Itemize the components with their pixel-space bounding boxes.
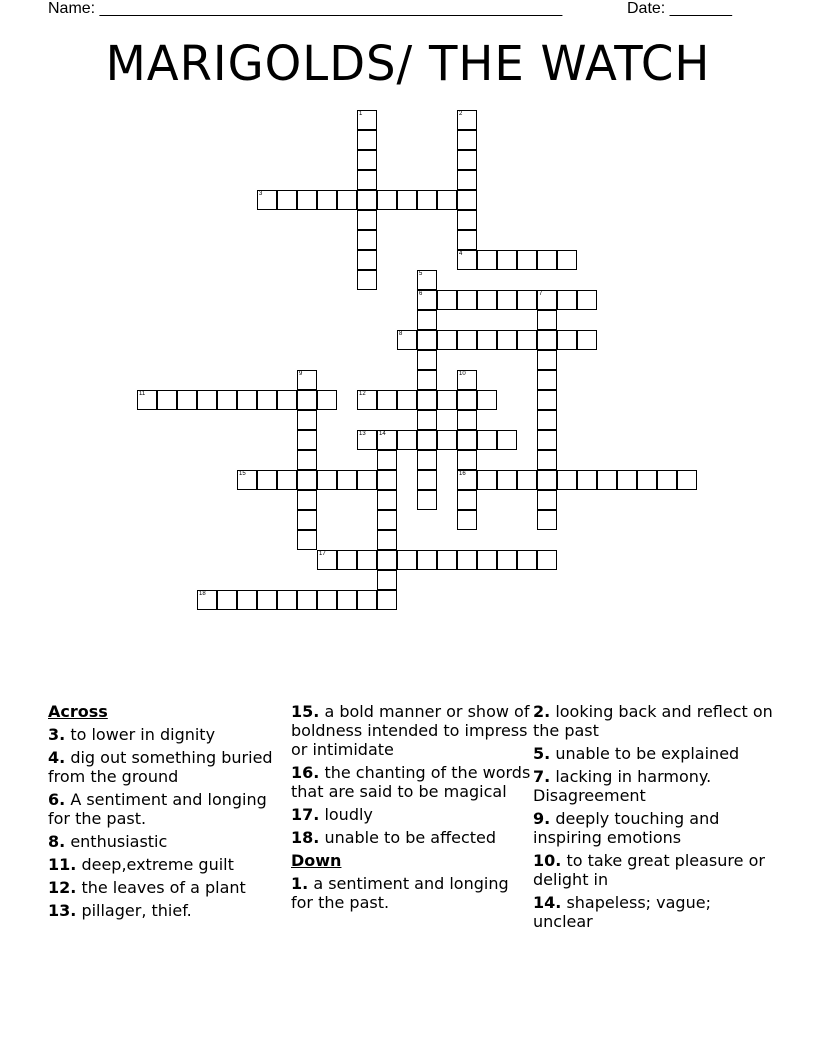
grid-cell[interactable] (357, 250, 377, 270)
grid-cell[interactable] (217, 590, 237, 610)
grid-cell[interactable] (437, 330, 457, 350)
grid-cell[interactable] (297, 590, 317, 610)
grid-cell[interactable] (457, 150, 477, 170)
clues-column-1 (48, 702, 288, 924)
grid-cell[interactable] (437, 390, 457, 410)
grid-cell[interactable] (557, 250, 577, 270)
grid-cell[interactable] (457, 210, 477, 230)
grid-cell[interactable] (417, 410, 437, 430)
clue-down-5: 5. unable to be explained (533, 744, 740, 763)
clue-across-3: 3. to lower in dignity (48, 725, 216, 744)
grid-cell[interactable] (297, 410, 317, 430)
cell-number: 2 (459, 111, 463, 117)
cell-number: 15 (239, 471, 246, 477)
clue-across-4: 4. dig out something buried from the ground (48, 748, 273, 786)
date-field-label: Date: _______ (627, 0, 732, 17)
grid-cell[interactable] (397, 550, 417, 570)
grid-cell[interactable] (417, 190, 437, 210)
grid-cell[interactable] (577, 470, 597, 490)
grid-cell[interactable] (377, 490, 397, 510)
grid-cell[interactable] (277, 190, 297, 210)
grid-cell[interactable] (457, 390, 477, 410)
clue-across-8: 8. enthusiastic (48, 832, 168, 851)
grid-cell[interactable] (477, 290, 497, 310)
grid-cell[interactable] (317, 470, 337, 490)
grid-cell[interactable] (377, 430, 397, 450)
grid-cell[interactable] (137, 390, 157, 410)
grid-cell[interactable] (537, 370, 557, 390)
grid-cell[interactable] (477, 550, 497, 570)
clue-across-11: 11. deep,extreme guilt (48, 855, 234, 874)
grid-cell[interactable] (497, 330, 517, 350)
grid-cell[interactable] (357, 150, 377, 170)
cell-number: 14 (379, 431, 386, 437)
grid-cell[interactable] (497, 430, 517, 450)
grid-cell[interactable] (537, 410, 557, 430)
grid-cell[interactable] (417, 550, 437, 570)
cell-number: 5 (419, 271, 423, 277)
across-heading: Across (48, 702, 108, 721)
grid-cell[interactable] (317, 550, 337, 570)
grid-cell[interactable] (417, 430, 437, 450)
grid-cell[interactable] (557, 290, 577, 310)
grid-cell[interactable] (457, 370, 477, 390)
grid-cell[interactable] (577, 290, 597, 310)
cell-number: 18 (199, 591, 206, 597)
clues-column-3 (533, 702, 773, 935)
grid-cell[interactable] (417, 450, 437, 470)
grid-cell[interactable] (457, 450, 477, 470)
cell-number: 4 (459, 251, 463, 257)
grid-cell[interactable] (377, 390, 397, 410)
grid-cell[interactable] (377, 470, 397, 490)
grid-cell[interactable] (357, 470, 377, 490)
grid-cell[interactable] (537, 450, 557, 470)
grid-cell[interactable] (537, 470, 557, 490)
grid-cell[interactable] (297, 430, 317, 450)
grid-cell[interactable] (277, 390, 297, 410)
grid-cell[interactable] (357, 590, 377, 610)
grid-cell[interactable] (517, 550, 537, 570)
clue-across-15: 15. a bold manner or show of boldness intended to impress or intimidate (291, 702, 530, 759)
grid-cell[interactable] (417, 350, 437, 370)
clue-down-9: 9. deeply touching and inspiring emotions (533, 809, 720, 847)
grid-cell[interactable] (357, 430, 377, 450)
grid-cell[interactable] (357, 170, 377, 190)
cell-number: 17 (319, 551, 326, 557)
grid-cell[interactable] (297, 510, 317, 530)
cell-number: 10 (459, 371, 466, 377)
grid-cell[interactable] (537, 550, 557, 570)
grid-cell[interactable] (477, 430, 497, 450)
grid-cell[interactable] (357, 230, 377, 250)
grid-cell[interactable] (557, 330, 577, 350)
grid-cell[interactable] (537, 510, 557, 530)
grid-cell[interactable] (537, 390, 557, 410)
grid-cell[interactable] (437, 550, 457, 570)
grid-cell[interactable] (657, 470, 677, 490)
grid-cell[interactable] (337, 470, 357, 490)
grid-cell[interactable] (477, 390, 497, 410)
grid-cell[interactable] (457, 290, 477, 310)
grid-cell[interactable] (317, 590, 337, 610)
name-field-label: Name: ____________________________________________________ (48, 0, 563, 17)
grid-cell[interactable] (397, 430, 417, 450)
grid-cell[interactable] (597, 470, 617, 490)
grid-cell[interactable] (537, 290, 557, 310)
grid-cell[interactable] (517, 250, 537, 270)
grid-cell[interactable] (417, 490, 437, 510)
clue-across-17: 17. loudly (291, 805, 373, 824)
cell-number: 7 (539, 291, 543, 297)
grid-cell[interactable] (497, 470, 517, 490)
grid-cell[interactable] (377, 550, 397, 570)
grid-cell[interactable] (397, 330, 417, 350)
grid-cell[interactable] (377, 190, 397, 210)
grid-cell[interactable] (457, 330, 477, 350)
grid-cell[interactable] (357, 390, 377, 410)
grid-cell[interactable] (357, 550, 377, 570)
cell-number: 6 (419, 291, 423, 297)
clue-across-13: 13. pillager, thief. (48, 901, 192, 920)
grid-cell[interactable] (417, 370, 437, 390)
cell-number: 1 (359, 111, 363, 117)
grid-cell[interactable] (197, 390, 217, 410)
grid-cell[interactable] (457, 110, 477, 130)
grid-cell[interactable] (457, 130, 477, 150)
grid-cell[interactable] (457, 490, 477, 510)
grid-cell[interactable] (257, 470, 277, 490)
grid-cell[interactable] (497, 550, 517, 570)
grid-cell[interactable] (457, 190, 477, 210)
grid-cell[interactable] (417, 390, 437, 410)
grid-cell[interactable] (237, 470, 257, 490)
cell-number: 11 (139, 391, 146, 397)
grid-cell[interactable] (457, 430, 477, 450)
grid-cell[interactable] (297, 530, 317, 550)
clue-down-10: 10. to take great pleasure or delight in (533, 851, 765, 889)
clue-across-18: 18. unable to be affected (291, 828, 497, 847)
grid-cell[interactable] (297, 450, 317, 470)
grid-cell[interactable] (297, 370, 317, 390)
grid-cell[interactable] (377, 530, 397, 550)
grid-cell[interactable] (537, 330, 557, 350)
cell-number: 16 (459, 471, 466, 477)
grid-cell[interactable] (277, 470, 297, 490)
cell-number: 13 (359, 431, 366, 437)
grid-cell[interactable] (517, 330, 537, 350)
grid-cell[interactable] (377, 510, 397, 530)
down-heading: Down (291, 851, 342, 870)
grid-cell[interactable] (437, 430, 457, 450)
grid-cell[interactable] (417, 470, 437, 490)
cell-number: 12 (359, 391, 366, 397)
grid-cell[interactable] (377, 590, 397, 610)
grid-cell[interactable] (457, 550, 477, 570)
grid-cell[interactable] (557, 470, 577, 490)
clue-down-1: 1. a sentiment and longing for the past. (291, 874, 509, 912)
grid-cell[interactable] (457, 170, 477, 190)
grid-cell[interactable] (417, 330, 437, 350)
clue-across-16: 16. the chanting of the words that are said to be magical (291, 763, 531, 801)
grid-cell[interactable] (617, 470, 637, 490)
grid-cell[interactable] (417, 310, 437, 330)
grid-cell[interactable] (337, 590, 357, 610)
grid-cell[interactable] (417, 290, 437, 310)
grid-cell[interactable] (537, 310, 557, 330)
clue-across-6: 6. A sentiment and longing for the past. (48, 790, 267, 828)
grid-cell[interactable] (317, 190, 337, 210)
grid-cell[interactable] (457, 510, 477, 530)
grid-cell[interactable] (257, 390, 277, 410)
grid-cell[interactable] (337, 190, 357, 210)
grid-cell[interactable] (357, 270, 377, 290)
grid-cell[interactable] (457, 410, 477, 430)
grid-cell[interactable] (317, 390, 337, 410)
grid-cell[interactable] (537, 350, 557, 370)
grid-cell[interactable] (237, 590, 257, 610)
grid-cell[interactable] (357, 210, 377, 230)
grid-cell[interactable] (297, 490, 317, 510)
grid-cell[interactable] (497, 250, 517, 270)
grid-cell[interactable] (217, 390, 237, 410)
grid-cell[interactable] (437, 190, 457, 210)
grid-cell[interactable] (537, 430, 557, 450)
puzzle-title: MARIGOLDS/ THE WATCH (105, 36, 711, 92)
cell-number: 3 (259, 191, 263, 197)
grid-cell[interactable] (517, 290, 537, 310)
grid-cell[interactable] (577, 330, 597, 350)
grid-cell[interactable] (397, 190, 417, 210)
clues-column-2 (291, 702, 531, 916)
grid-cell[interactable] (357, 190, 377, 210)
grid-cell[interactable] (637, 470, 657, 490)
grid-cell[interactable] (157, 390, 177, 410)
clue-across-12: 12. the leaves of a plant (48, 878, 246, 897)
grid-cell[interactable] (237, 390, 257, 410)
grid-cell[interactable] (397, 390, 417, 410)
grid-cell[interactable] (497, 290, 517, 310)
grid-cell[interactable] (477, 250, 497, 270)
grid-cell[interactable] (677, 470, 697, 490)
grid-cell[interactable] (377, 570, 397, 590)
grid-cell[interactable] (537, 490, 557, 510)
grid-cell[interactable] (337, 550, 357, 570)
grid-cell[interactable] (477, 330, 497, 350)
grid-cell[interactable] (197, 590, 217, 610)
grid-cell[interactable] (277, 590, 297, 610)
grid-cell[interactable] (297, 190, 317, 210)
grid-cell[interactable] (257, 190, 277, 210)
grid-cell[interactable] (517, 470, 537, 490)
grid-cell[interactable] (437, 290, 457, 310)
grid-cell[interactable] (417, 270, 437, 290)
grid-cell[interactable] (457, 230, 477, 250)
clue-down-14: 14. shapeless; vague; unclear (533, 893, 711, 931)
grid-cell[interactable] (477, 470, 497, 490)
clue-down-2: 2. looking back and reflect on the past (533, 702, 773, 740)
grid-cell[interactable] (537, 250, 557, 270)
clue-down-7: 7. lacking in harmony. Disagreement (533, 767, 712, 805)
grid-cell[interactable] (177, 390, 197, 410)
grid-cell[interactable] (357, 110, 377, 130)
grid-cell[interactable] (357, 130, 377, 150)
grid-cell[interactable] (457, 250, 477, 270)
grid-cell[interactable] (257, 590, 277, 610)
cell-number: 9 (299, 371, 303, 377)
grid-cell[interactable] (457, 470, 477, 490)
cell-number: 8 (399, 331, 403, 337)
grid-cell[interactable] (297, 390, 317, 410)
grid-cell[interactable] (377, 450, 397, 470)
grid-cell[interactable] (297, 470, 317, 490)
